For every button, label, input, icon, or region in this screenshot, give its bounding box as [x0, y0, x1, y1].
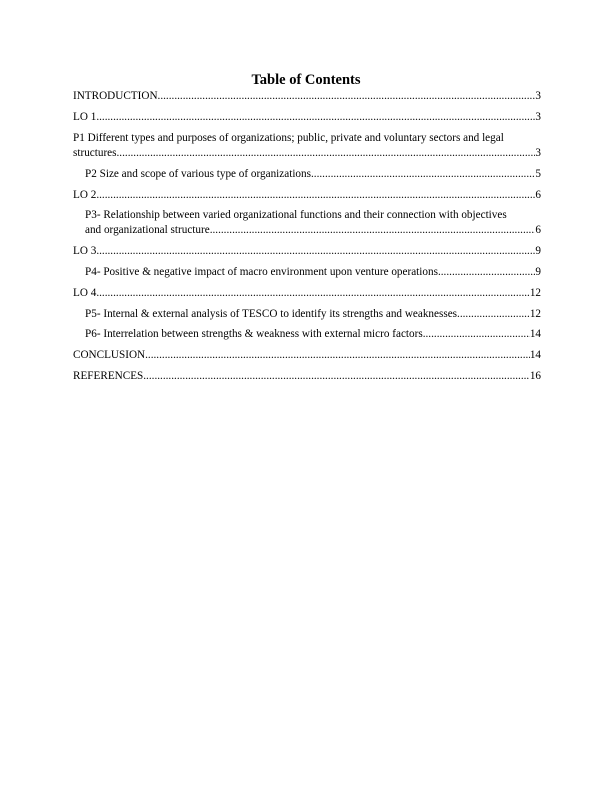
toc-entry-p4[interactable] [73, 265, 541, 280]
toc-page-number: 6 [535, 224, 541, 236]
toc-entry-lo3[interactable] [73, 244, 541, 259]
toc-entry-p1[interactable] [73, 131, 541, 161]
toc-entry-lo2[interactable] [73, 188, 541, 203]
toc-page-number: 9 [535, 266, 541, 278]
toc-entry-label: structures [73, 147, 117, 159]
leader-dots [145, 348, 530, 363]
toc-entry-lo4[interactable] [73, 286, 541, 301]
toc-entry-label: P4- Positive & negative impact of macro environment upon venture operations [85, 266, 438, 278]
toc-entry-p6[interactable] [73, 327, 541, 342]
toc-entry-label: LO 1 [73, 111, 97, 123]
leader-dots [96, 188, 535, 203]
toc-page-number: 3 [535, 147, 541, 159]
toc-entry-label: P6- Interrelation between strengths & weakness with external micro factors [85, 328, 423, 340]
toc-entry-p5[interactable] [73, 307, 541, 322]
toc-entry-label: P2 Size and scope of various type of organizations [85, 168, 311, 180]
toc-page-number: 9 [535, 245, 541, 257]
toc-entry-introduction[interactable] [73, 89, 541, 104]
toc-entry-label: CONCLUSION [73, 349, 146, 361]
toc-entry-label: P5- Internal & external analysis of TESCO to identify its strengths and weaknesses [85, 308, 458, 320]
leader-dots [158, 89, 536, 104]
toc-entry-label: INTRODUCTION [73, 90, 158, 102]
leader-dots [210, 223, 536, 238]
toc-entry-label: REFERENCES [73, 370, 144, 382]
table-of-contents [73, 89, 541, 384]
toc-entry-label: LO 2 [73, 189, 97, 201]
toc-entry-p2[interactable] [73, 167, 541, 182]
toc-page-number: 6 [535, 189, 541, 201]
toc-page-number: 12 [529, 308, 541, 320]
toc-page-number: 3 [535, 111, 541, 123]
toc-entry-label: and organizational structure [85, 224, 210, 236]
leader-dots [117, 146, 536, 161]
leader-dots [143, 369, 530, 384]
leader-dots [311, 167, 535, 182]
toc-page-number: 14 [529, 328, 541, 340]
toc-entry-label-line1: P1 Different types and purposes of organizations; public, private and voluntary sectors and legal [73, 132, 504, 144]
toc-page-number: 5 [535, 168, 541, 180]
leader-dots [96, 244, 535, 259]
toc-entry-lo1[interactable] [73, 110, 541, 125]
toc-entry-conclusion[interactable] [73, 348, 541, 363]
toc-page-number: 14 [529, 349, 541, 361]
toc-entry-p3[interactable] [73, 208, 541, 238]
toc-title: Table of Contents [251, 72, 361, 88]
leader-dots [96, 286, 530, 301]
toc-page-number: 12 [529, 287, 541, 299]
toc-entry-label-line1: P3- Relationship between varied organizational functions and their connection with objectives [85, 209, 507, 221]
toc-page-number: 16 [529, 370, 541, 382]
toc-entry-label: LO 3 [73, 245, 97, 257]
toc-entry-label: LO 4 [73, 287, 97, 299]
toc-entry-references[interactable] [73, 369, 541, 384]
leader-dots [96, 110, 535, 125]
leader-dots [423, 327, 530, 342]
leader-dots [457, 307, 530, 322]
toc-page-number: 3 [535, 90, 541, 102]
leader-dots [438, 265, 535, 280]
